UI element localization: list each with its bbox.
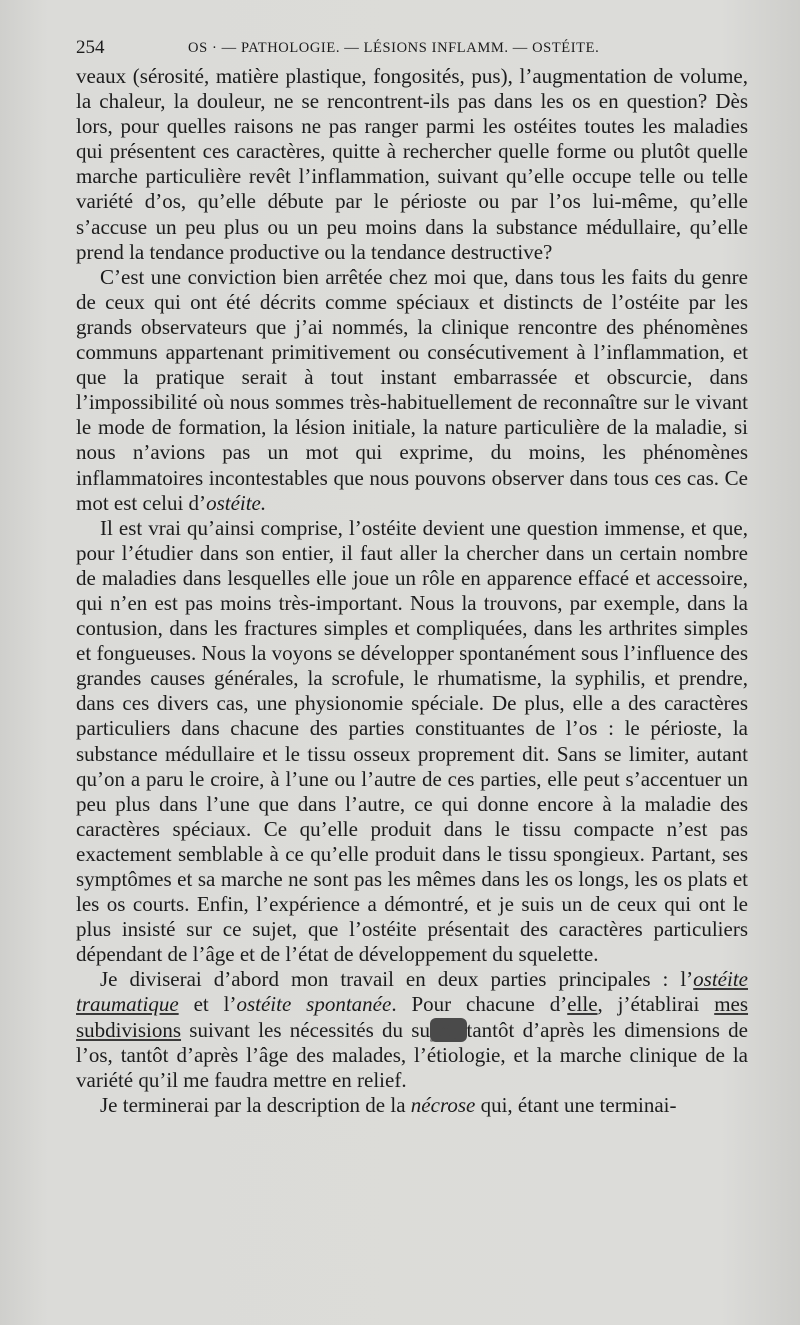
p4-text-1: Je diviserai d’abord mon travail en deux parties principales : l’ (100, 967, 694, 992)
paragraph-3: Il est vrai qu’ainsi comprise, l’ostéite devient une question immense, et que, pour l’étudier dans son entier, il faut aller la chercher dans un certain nombre de maladies dans lesquelles elle joue un rôle en apparence effacé et accessoire, qui n’en est pas moins très-important. Nous la trouvons, par exemple, dans la contusion, dans les fractures simples et compliquées, dans les arthrites simples et fongueuses. Nous la voyons se développer spontanément sous l’influence des grandes causes générales, la scrofule, le rhumatisme, la syphilis, et prendre, dans ces divers cas, une physionomie spéciale. De plus, elle a des caractères particuliers dans chacune des parties constituantes de l’os : le périoste, la substance médullaire et le tissu osseux proprement dit. Sans se limiter, autant qu’on a paru le croire, à l’une ou l’autre de ces parties, elle peut s’accentuer un peu plus dans l’une que dans l’autre, ce qui donne encore à la maladie des caractères spéciaux. Ce qu’elle produit dans le tissu compacte n’est pas exactement semblable à ce qu’elle produit dans le tissu spongieux. Partant, ses symptômes et sa marche ne sont pas les mêmes dans les os longs, les os plats et les os courts. Enfin, l’expérience a démontré, et je suis un de ceux qui ont le plus insisté sur ce sujet, que l’ostéite présentait des caractères particuliers dépendant de l’âge et de l’état de développement du squelette. (76, 515, 748, 967)
p4-text-5: suivant les nécessités du su (181, 1017, 430, 1042)
p4-text-2: et l’ (178, 992, 237, 1017)
paragraph-1: veaux (sérosité, matière plastique, fongosités, pus), l’augmentation de volume, la chaleur, la douleur, ne se rencontrent-ils pas dans les os en question? Dès lors, pour quelles raisons ne pas ranger parmi les ostéites toutes les maladies qui présentent ces caractères, quitte à rechercher quelle forme ou plutôt quelle marche particulière revêt l’inflammation, suivant qu’elle occupe telle ou telle variété d’os, qu’elle débute par le périoste ou par l’os lui-même, qu’elle s’accuse un peu plus ou un peu moins dans la substance médullaire, qu’elle prend la tendance productive ou la tendance destructive? (76, 64, 748, 264)
p4-italic-spontanee: ostéite spontanée (236, 992, 392, 1017)
body-text (76, 64, 748, 1118)
running-head: OS · — PATHOLOGIE. — LÉSIONS INFLAMM. — OSTÉITE. (188, 40, 600, 56)
p5-text-2: qui, étant une terminai- (475, 1092, 677, 1117)
paragraph-2 (76, 265, 748, 516)
p5-text-1: Je terminerai par la description de la (100, 1092, 411, 1117)
page-header (76, 37, 746, 61)
paragraph-5 (76, 1093, 748, 1118)
p4-italic-traumatique: ostéite traumatique (76, 967, 748, 1017)
page-number: 254 (76, 37, 105, 58)
p4-text-4: , j’établirai (597, 992, 715, 1017)
paragraph-2-text: C’est une conviction bien arrêtée chez moi que, dans tous les faits du genre de ceux qui ont été décrits comme spéciaux et distincts de l’ostéite par les grands observateurs que j’ai nommés, la clinique rencontre des phénomènes communs appartenant primitivement ou consécutivement à l’inflammation, et que la pratique serait à tout instant embarrassée et obscurcie, dans l’impossibilité où nous sommes très-habituellement de reconnaître sur le vivant le mode de formation, la lésion initiale, la nature particulière de la maladie, si nous n’avions pas un mot qui exprime, du moins, les phénomènes inflammatoires incontestables que nous pouvons observer dans tous ces cas. Ce mot est celui d’ (76, 264, 748, 515)
p4-marked-word-elle: elle (567, 992, 598, 1017)
p4-ink-smudge: jet, (430, 1017, 466, 1042)
paragraph-2-italic: ostéite. (206, 490, 267, 515)
p4-text-6: tantôt d’après les dimensions de l’os, tantôt d’après l’âge des malades, l’étiologie, et la marche clinique de la variété qu’il me faudra mettre en relief. (76, 1017, 748, 1092)
p4-underlined-subdivisions: mes subdivisions (76, 992, 749, 1042)
paragraph-4 (76, 967, 748, 1092)
p4-text-3: . Pour chacune d’ (391, 992, 568, 1017)
p5-italic-necrose: nécrose (410, 1092, 476, 1117)
